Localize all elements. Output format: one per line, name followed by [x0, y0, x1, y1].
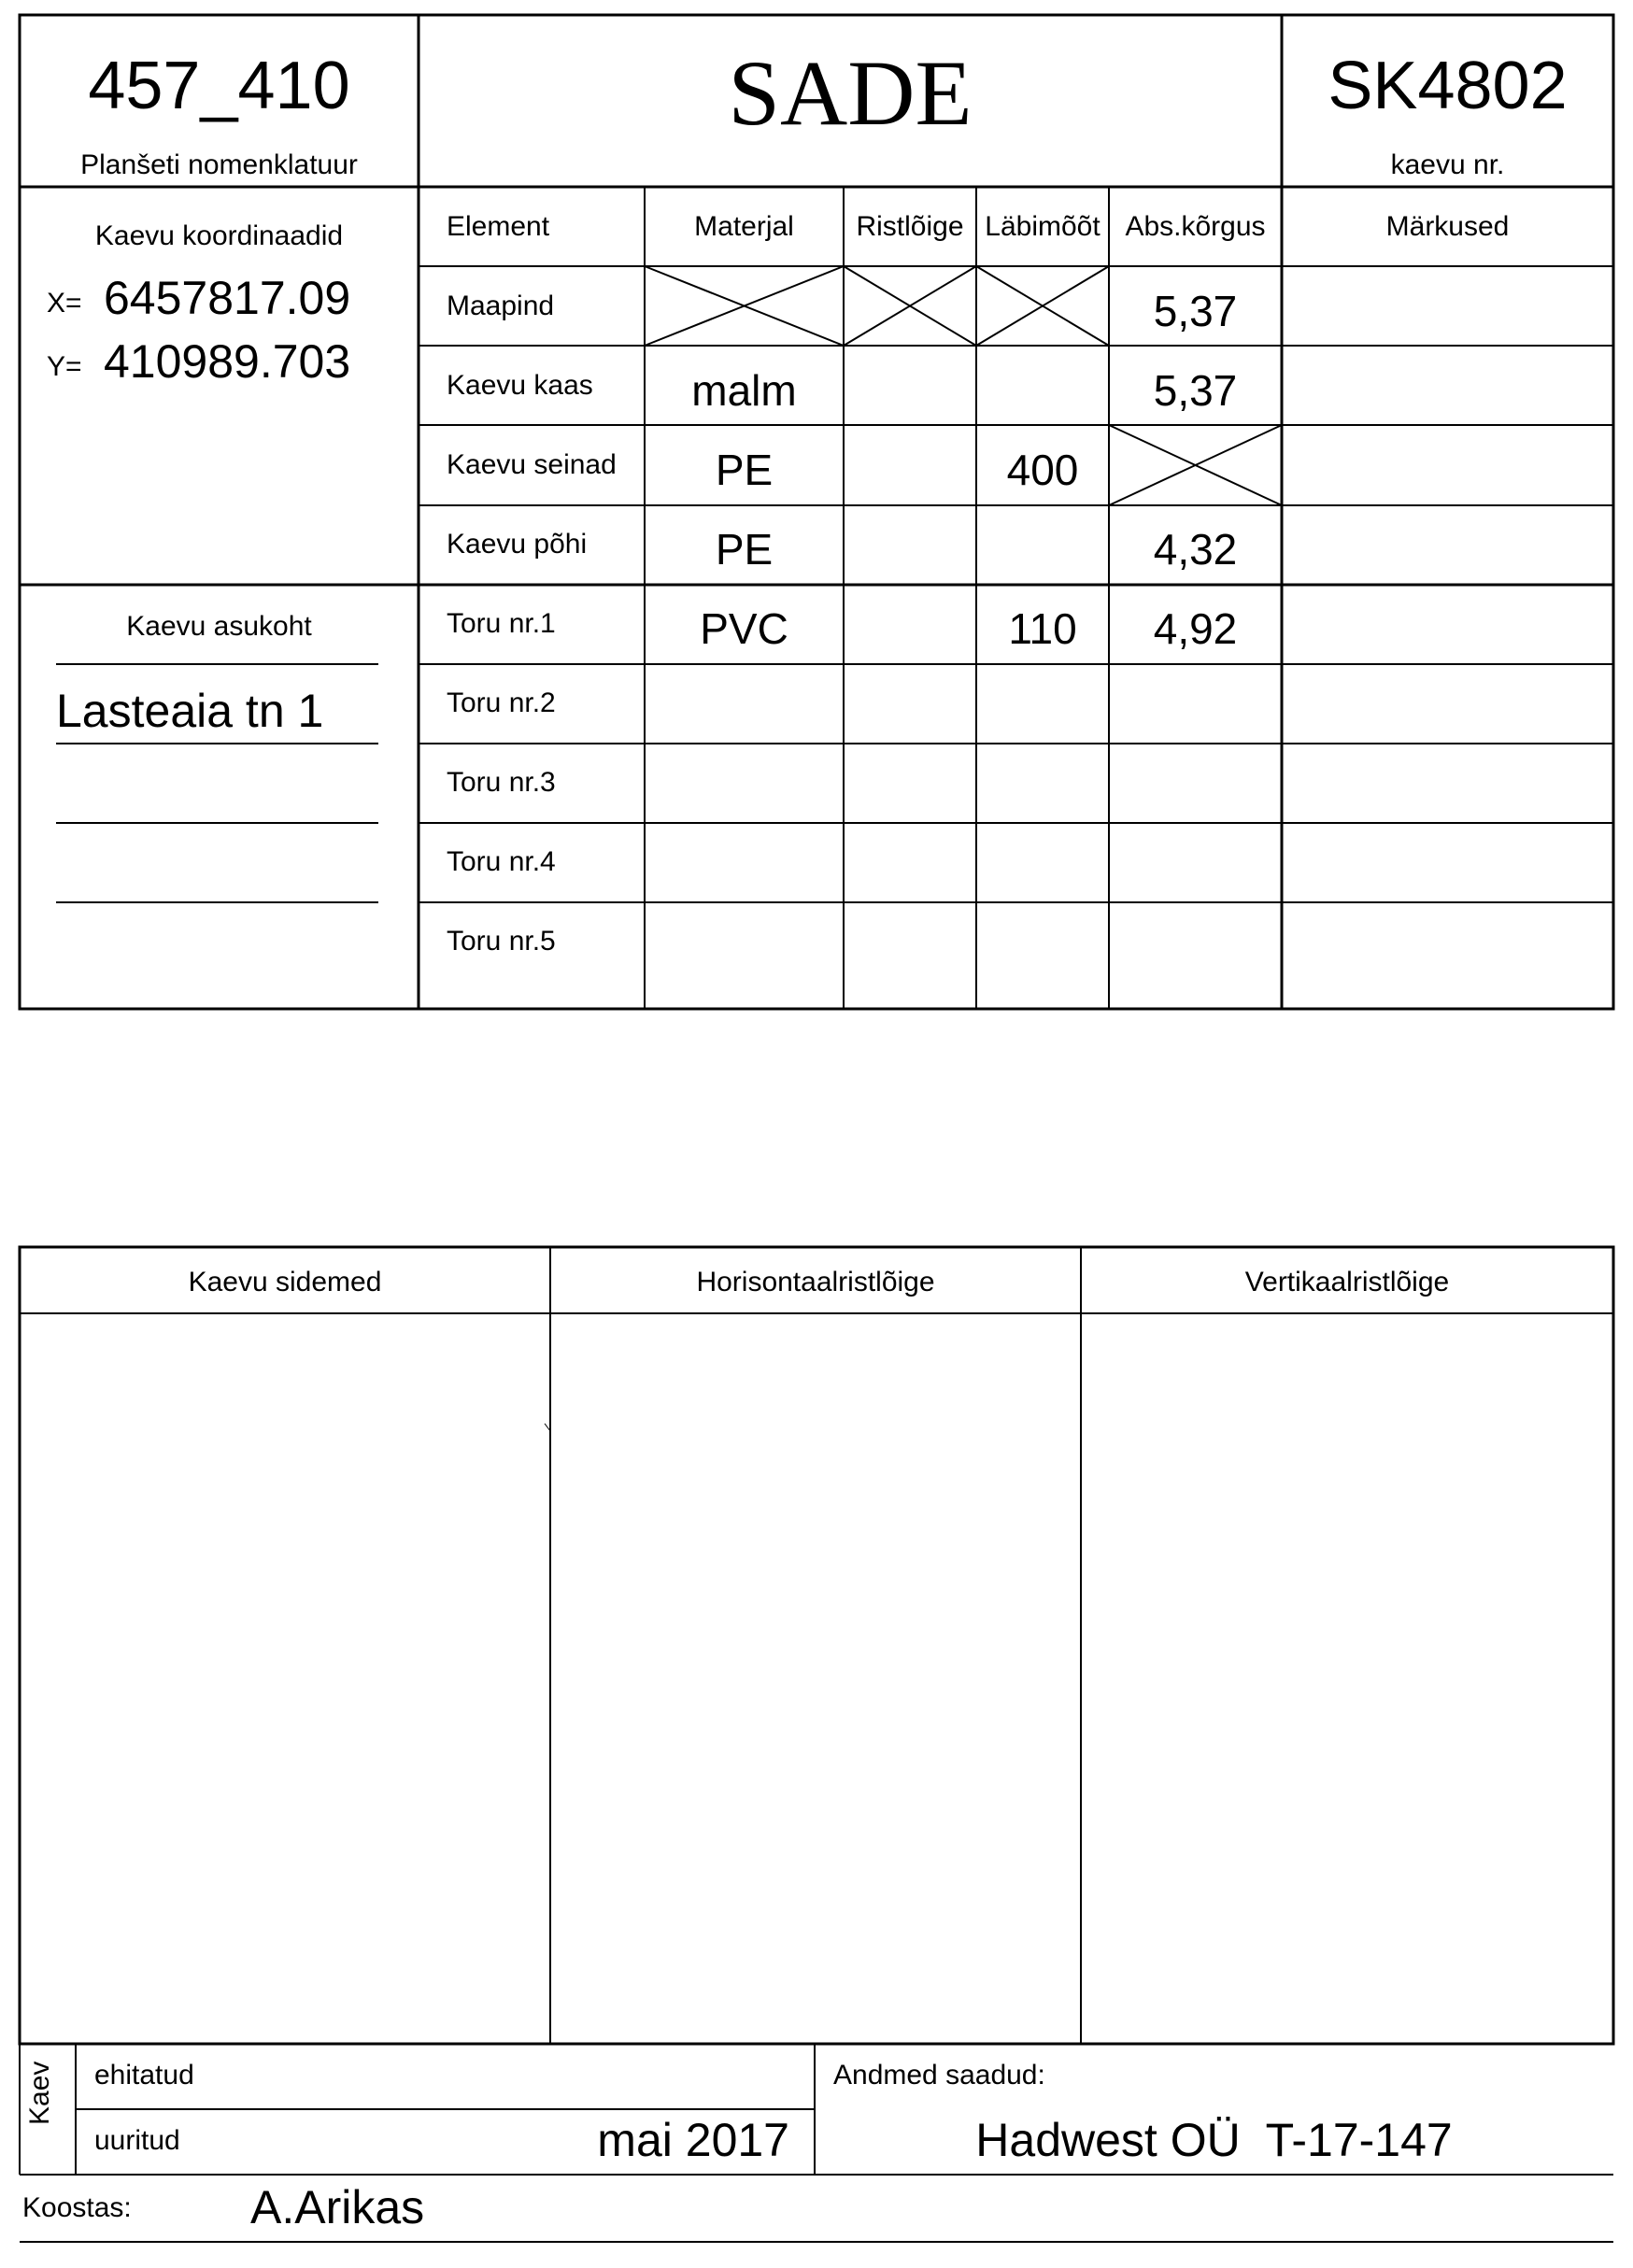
well-number: SK4802	[1328, 49, 1568, 123]
table-row-diameter: 110	[1008, 604, 1077, 653]
y-label: Y=	[47, 351, 82, 382]
table-row-material: malm	[691, 366, 797, 415]
table-row-element: Toru nr.3	[447, 767, 556, 798]
header-diameter: Läbimõõt	[985, 211, 1100, 242]
surveyed-label: uuritud	[94, 2125, 180, 2156]
section-vertical-title: Vertikaalristlõige	[1244, 1267, 1450, 1297]
surveyed-date: mai 2017	[597, 2114, 789, 2166]
section-connections-title: Kaevu sidemed	[188, 1267, 382, 1297]
section-horizontal-title: Horisontaalristlõige	[696, 1267, 935, 1297]
header-cross-section: Ristlõige	[856, 211, 964, 242]
data-source-value: Hadwest OÜ T-17-147	[975, 2114, 1453, 2166]
table-row-diameter: 400	[1006, 446, 1079, 494]
table-row-abs-height: 5,37	[1153, 366, 1238, 415]
table-row-element: Toru nr.2	[447, 687, 556, 718]
header-material: Materjal	[694, 211, 794, 242]
table-row-material: PVC	[700, 604, 788, 653]
table-row-element: Toru nr.4	[447, 846, 556, 877]
data-source-label: Andmed saadud:	[833, 2060, 1045, 2091]
table-row-material: PE	[715, 525, 774, 574]
x-label: X=	[47, 288, 82, 319]
location-label: Kaevu asukoht	[126, 611, 312, 642]
table-row-abs-height: 5,37	[1153, 287, 1238, 335]
header-notes: Märkused	[1385, 211, 1510, 242]
sheet-label: Planšeti nomenklatuur	[80, 149, 358, 180]
table-row-element: Kaevu põhi	[447, 529, 588, 560]
bottom-card-frame	[20, 1247, 1613, 2044]
table-row-element: Toru nr.5	[447, 926, 556, 957]
x-value: 6457817.09	[104, 272, 351, 324]
table-row-element: Kaevu kaas	[447, 370, 593, 401]
kaev-label: Kaev	[24, 2061, 55, 2125]
header-element: Element	[447, 211, 550, 242]
coordinates-label: Kaevu koordinaadid	[94, 220, 344, 251]
well-label: kaevu nr.	[1390, 149, 1505, 180]
table-row-abs-height: 4,92	[1153, 604, 1238, 653]
table-row-element: Kaevu seinad	[447, 449, 617, 480]
table-row-element: Maapind	[447, 291, 555, 321]
built-label: ehitatud	[94, 2060, 194, 2091]
y-value: 410989.703	[104, 335, 351, 388]
author-label: Koostas:	[22, 2192, 132, 2223]
location-address: Lasteaia tn 1	[56, 685, 324, 737]
author-name: A.Arikas	[250, 2181, 425, 2233]
table-row-element: Toru nr.1	[447, 608, 556, 639]
table-row-abs-height: 4,32	[1153, 525, 1238, 574]
page-title: SADE	[728, 41, 973, 145]
header-abs-height: Abs.kõrgus	[1125, 211, 1266, 242]
table-row-material: PE	[715, 446, 774, 494]
sheet-number: 457_410	[88, 49, 350, 123]
